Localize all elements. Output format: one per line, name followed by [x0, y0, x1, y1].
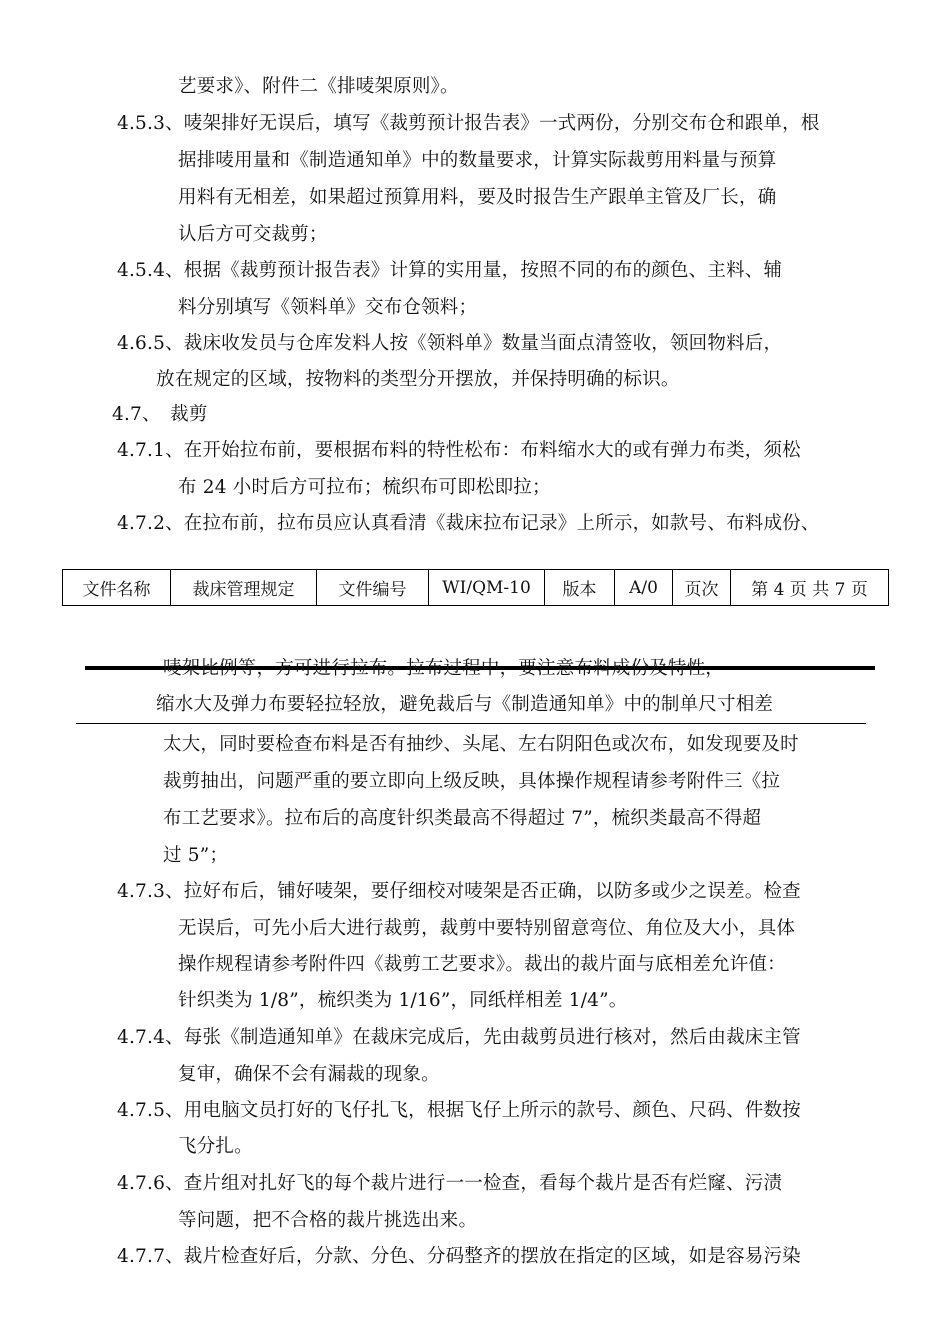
text-line: 据排唛用量和《制造通知单》中的数量要求，计算实际裁剪用料量与预算 — [178, 150, 777, 171]
document-footer-table — [62, 569, 889, 606]
page-label: 页次 — [673, 570, 731, 606]
text-line: 4.7.3、拉好布后，铺好唛架，要仔细校对唛架是否正确，以防多或少之误差。检查 — [117, 881, 801, 902]
section-heading: 4.7、 裁剪 — [112, 404, 208, 425]
page-value: 第 4 页 共 7 页 — [731, 570, 889, 606]
text-line: 布工艺要求》。拉布后的高度针织类最高不得超过 7”，梳织类最高不得超 — [163, 808, 762, 829]
text-line: 4.7.1、在开始拉布前，要根据布料的特性松布：布料缩水大的或有弹力布类，须松 — [117, 440, 801, 461]
text-line: 4.5.4、根据《裁剪预计报告表》计算的实用量，按照不同的布的颜色、主料、辅 — [117, 260, 783, 281]
text-line: 等问题，把不合格的裁片挑选出来。 — [178, 1210, 478, 1231]
text-line: 料分别填写《领料单》交布仓领料； — [178, 297, 478, 318]
text-line: 4.7.6、查片组对扎好飞的每个裁片进行一一检查，看每个裁片是否有烂窿、污渍 — [117, 1173, 783, 1194]
file-no-label: 文件编号 — [317, 570, 429, 606]
text-line: 放在规定的区域，按物料的类型分开摆放，并保持明确的标识。 — [156, 369, 680, 390]
header-thin-rule — [76, 723, 866, 724]
text-line: 无误后，可先小后大进行裁剪，裁剪中要特别留意弯位、角位及大小，具体 — [178, 918, 796, 939]
text-line: 操作规程请参考附件四《裁剪工艺要求》。裁出的裁片面与底相差允许值： — [178, 954, 786, 975]
text-line: 缩水大及弹力布要轻拉轻放，避免裁后与《制造通知单》中的制单尺寸相差 — [156, 694, 774, 715]
text-line: 过 5”； — [163, 845, 229, 866]
text-line: 飞分扎。 — [178, 1136, 253, 1157]
text-line: 4.7.4、每张《制造通知单》在裁床完成后，先由裁剪员进行核对，然后由裁床主管 — [117, 1027, 801, 1048]
version-label: 版本 — [545, 570, 615, 606]
file-name-label: 文件名称 — [63, 570, 171, 606]
text-line: 用料有无相差，如果超过预算用料，要及时报告生产跟单主管及厂长，确 — [178, 187, 777, 208]
text-line: 艺要求》、附件二《排唛架原则》。 — [178, 76, 459, 97]
text-line: 认后方可交裁剪； — [178, 224, 328, 245]
file-no-value: WI/QM-10 — [429, 570, 545, 606]
text-line: 唛架比例等，方可进行拉布。拉布过程中，要注意布料成份及特性， — [163, 658, 725, 679]
text-line: 4.7.2、在拉布前，拉布员应认真看清《裁床拉布记录》上所示，如款号、布料成份、 — [117, 513, 820, 534]
text-line: 复审，确保不会有漏裁的现象。 — [178, 1064, 440, 1085]
text-line: 4.5.3、唛架排好无误后，填写《裁剪预计报告表》一式两份，分别交布仓和跟单，根 — [117, 113, 820, 134]
text-line: 裁剪抽出，问题严重的要立即向上级反映，具体操作规程请参考附件三《拉 — [163, 771, 781, 792]
text-line: 太大，同时要检查布料是否有抽纱、头尾、左右阴阳色或次布，如发现要及时 — [163, 734, 799, 755]
text-line: 4.6.5、裁床收发员与仓库发料人按《领料单》数量当面点清签收，领回物料后， — [117, 333, 783, 354]
text-line: 布 24 小时后方可拉布；梳织布可即松即拉； — [178, 477, 551, 498]
file-name-value: 裁床管理规定 — [171, 570, 317, 606]
text-line: 4.7.7、裁片检查好后，分款、分色、分码整齐的摆放在指定的区域，如是容易污染 — [117, 1246, 801, 1267]
text-line: 4.7.5、用电脑文员打好的飞仔扎飞，根据飞仔上所示的款号、颜色、尺码、件数按 — [117, 1100, 801, 1121]
text-line: 针织类为 1/8”，梳织类为 1/16”，同纸样相差 1/4”。 — [178, 990, 628, 1011]
version-value: A/0 — [615, 570, 673, 606]
